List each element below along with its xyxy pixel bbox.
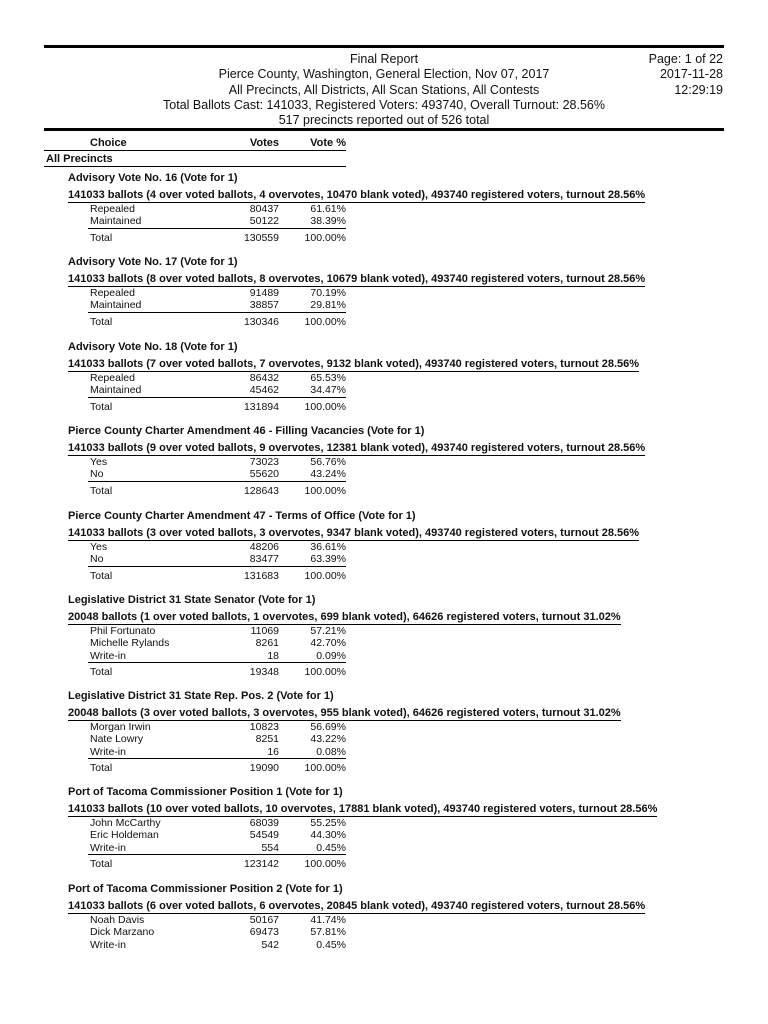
choice-votes: 69473 xyxy=(249,926,279,939)
choice-pct: 44.30% xyxy=(310,829,346,842)
choice-votes: 10823 xyxy=(249,721,279,733)
contest-title: Port of Tacoma Commissioner Position 2 (Vote for 1) xyxy=(68,883,343,895)
choice-row xyxy=(88,287,346,299)
contest-results xyxy=(88,625,346,679)
choice-pct: 56.76% xyxy=(310,456,346,468)
choice-votes: 542 xyxy=(261,938,279,951)
report-totals: Total Ballots Cast: 141033, Registered Voters: 493740, Overall Turnout: 28.56% xyxy=(163,97,605,112)
total-pct: 100.00% xyxy=(304,569,346,582)
contest-block xyxy=(68,425,728,497)
choice-row xyxy=(88,733,346,745)
election-name: Pierce County, Washington, General Election, Nov 07, 2017 xyxy=(218,67,550,82)
total-name: Total xyxy=(90,858,113,871)
contest-summary: 20048 ballots (1 over voted ballots, 1 overvotes, 699 blank voted), 64626 registered voters, turnout 31.02% xyxy=(68,611,621,623)
contest-block xyxy=(68,690,728,775)
choice-votes: 86432 xyxy=(249,372,279,384)
choice-pct: 61.61% xyxy=(310,203,346,215)
choice-votes: 48206 xyxy=(249,541,279,553)
choice-pct: 57.21% xyxy=(310,625,346,637)
total-pct: 100.00% xyxy=(304,315,346,328)
contest-summary: 141033 ballots (10 over voted ballots, 10 overvotes, 17881 blank voted), 493740 registered voters, turnout 28.56% xyxy=(68,803,658,815)
choice-name: Yes xyxy=(90,456,108,468)
contest-title: Port of Tacoma Commissioner Position 1 (Vote for 1) xyxy=(68,786,343,798)
choice-name: Nate Lowry xyxy=(90,733,144,746)
contest-summary: 20048 ballots (3 over voted ballots, 3 overvotes, 955 blank voted), 64626 registered voters, turnout 31.02% xyxy=(68,707,621,719)
report-header xyxy=(44,52,724,128)
choice-pct: 43.24% xyxy=(310,468,346,481)
choice-votes: 91489 xyxy=(249,287,279,299)
contest-summary: 141033 ballots (4 over voted ballots, 4 overvotes, 10470 blank voted), 493740 registered voters, turnout 28.56% xyxy=(68,189,646,201)
contest-results xyxy=(88,914,346,951)
choice-row xyxy=(88,553,346,566)
contest-block xyxy=(68,594,728,679)
choice-votes: 45462 xyxy=(249,384,279,397)
total-votes: 130346 xyxy=(243,315,279,328)
choice-name: Michelle Rylands xyxy=(90,637,170,650)
section-title: All Precincts xyxy=(46,153,113,165)
choice-pct: 63.39% xyxy=(310,553,346,566)
choice-name: Repealed xyxy=(90,372,135,384)
contest-block xyxy=(68,341,728,413)
total-votes: 123142 xyxy=(243,858,279,871)
total-pct: 100.00% xyxy=(304,858,346,871)
contest-title: Pierce County Charter Amendment 47 - Terms of Office (Vote for 1) xyxy=(68,510,416,522)
choice-votes: 55620 xyxy=(249,468,279,481)
contest-title: Pierce County Charter Amendment 46 - Filling Vacancies (Vote for 1) xyxy=(68,425,425,437)
total-name: Total xyxy=(90,484,113,497)
choice-row xyxy=(88,721,346,733)
contest-block xyxy=(68,510,728,582)
contest-results xyxy=(88,541,346,582)
total-votes: 128643 xyxy=(243,484,279,497)
contest-results xyxy=(88,456,346,497)
choice-votes: 16 xyxy=(267,745,279,758)
total-name: Total xyxy=(90,315,113,328)
report-meta xyxy=(649,52,723,98)
choice-row xyxy=(88,215,346,228)
total-votes: 131683 xyxy=(243,569,279,582)
choice-name: No xyxy=(90,553,104,566)
choice-votes: 18 xyxy=(267,649,279,662)
header-top-rule xyxy=(44,45,724,48)
choice-row xyxy=(88,541,346,553)
contest-summary: 141033 ballots (8 over voted ballots, 8 overvotes, 10679 blank voted), 493740 registered voters, turnout 28.56% xyxy=(68,273,646,285)
choice-votes: 11069 xyxy=(250,625,279,637)
choice-pct: 29.81% xyxy=(310,299,346,312)
choice-name: No xyxy=(90,468,104,481)
total-pct: 100.00% xyxy=(304,231,346,244)
choice-row xyxy=(88,829,346,841)
column-header-choice: Choice xyxy=(90,137,127,149)
choice-name: John McCarthy xyxy=(90,817,161,829)
section-rule xyxy=(44,166,346,167)
report-time: 12:29:19 xyxy=(674,82,723,97)
column-header-votes: Votes xyxy=(249,137,279,149)
choice-pct: 0.08% xyxy=(316,745,346,758)
contest-summary: 141033 ballots (6 over voted ballots, 6 overvotes, 20845 blank voted), 493740 registered voters, turnout 28.56% xyxy=(68,900,646,912)
contest-title: Advisory Vote No. 18 (Vote for 1) xyxy=(68,341,238,353)
choice-pct: 43.22% xyxy=(310,733,346,746)
choice-votes: 8251 xyxy=(255,733,279,746)
choice-pct: 70.19% xyxy=(310,287,346,299)
column-header-pct: Vote % xyxy=(310,137,346,149)
total-name: Total xyxy=(90,569,113,582)
total-name: Total xyxy=(90,231,113,244)
total-votes: 19090 xyxy=(249,762,279,775)
total-row xyxy=(88,316,346,328)
contest-results xyxy=(88,372,346,413)
choice-name: Maintained xyxy=(90,384,142,397)
choice-pct: 42.70% xyxy=(310,637,346,650)
choice-pct: 56.69% xyxy=(310,721,346,733)
total-votes: 131894 xyxy=(243,400,279,413)
total-votes: 19348 xyxy=(249,666,279,679)
total-row xyxy=(88,666,346,678)
choice-row xyxy=(88,842,346,855)
total-row xyxy=(88,858,346,870)
contest-results xyxy=(88,817,346,871)
choice-name: Maintained xyxy=(90,299,142,312)
choice-votes: 68039 xyxy=(249,817,279,829)
choice-votes: 50167 xyxy=(249,914,279,926)
choice-pct: 65.53% xyxy=(310,372,346,384)
choice-name: Morgan Irwin xyxy=(90,721,151,733)
contest-block xyxy=(68,883,728,951)
choice-row xyxy=(88,203,346,215)
contest-block xyxy=(68,786,728,871)
contest-block xyxy=(68,256,728,328)
choice-name: Write-in xyxy=(90,938,126,951)
page-number: Page: 1 of 22 xyxy=(648,52,723,66)
choice-pct: 0.09% xyxy=(316,649,346,662)
choice-name: Write-in xyxy=(90,745,126,758)
choice-votes: 54549 xyxy=(249,829,279,842)
choice-name: Repealed xyxy=(90,203,135,215)
choice-name: Phil Fortunato xyxy=(90,625,156,637)
total-name: Total xyxy=(90,400,113,413)
report-date: 2017-11-28 xyxy=(659,67,723,82)
choice-row xyxy=(88,625,346,637)
precincts-reported: 517 precincts reported out of 526 total xyxy=(278,113,490,128)
contest-block xyxy=(68,172,728,244)
choice-row xyxy=(88,746,346,759)
contest-title: Legislative District 31 State Rep. Pos. 2 (Vote for 1) xyxy=(68,690,334,702)
choice-row xyxy=(88,384,346,397)
total-row xyxy=(88,570,346,582)
total-row xyxy=(88,232,346,244)
contest-results xyxy=(88,721,346,775)
choice-name: Write-in xyxy=(90,649,126,662)
choice-pct: 55.25% xyxy=(310,817,346,829)
contest-title: Legislative District 31 State Senator (Vote for 1) xyxy=(68,594,316,606)
choice-pct: 0.45% xyxy=(316,938,346,951)
choice-name: Write-in xyxy=(90,841,126,854)
choice-row xyxy=(88,817,346,829)
choice-row xyxy=(88,468,346,481)
total-pct: 100.00% xyxy=(304,762,346,775)
choice-name: Maintained xyxy=(90,215,142,228)
total-pct: 100.00% xyxy=(304,666,346,679)
total-row xyxy=(88,762,346,774)
report-title: Final Report xyxy=(349,52,419,66)
choice-name: Eric Holdeman xyxy=(90,829,159,842)
choice-name: Noah Davis xyxy=(90,914,145,926)
choice-votes: 50122 xyxy=(249,215,279,228)
contest-summary: 141033 ballots (3 over voted ballots, 3 overvotes, 9347 blank voted), 493740 registered voters, turnout 28.56% xyxy=(68,527,640,539)
report-scope: All Precincts, All Districts, All Scan Stations, All Contests xyxy=(228,82,540,97)
choice-pct: 0.45% xyxy=(316,841,346,854)
choice-pct: 36.61% xyxy=(310,541,346,553)
choice-row xyxy=(88,939,346,951)
choice-votes: 80437 xyxy=(249,203,279,215)
total-row xyxy=(88,485,346,497)
choice-row xyxy=(88,914,346,926)
choice-row xyxy=(88,456,346,468)
choice-votes: 73023 xyxy=(249,456,279,468)
choice-row xyxy=(88,926,346,938)
contest-results xyxy=(88,287,346,328)
choice-row xyxy=(88,637,346,649)
header-bottom-rule xyxy=(44,128,724,131)
contest-title: Advisory Vote No. 16 (Vote for 1) xyxy=(68,172,238,184)
contest-summary: 141033 ballots (9 over voted ballots, 9 overvotes, 12381 blank voted), 493740 registered voters, turnout 28.56% xyxy=(68,442,646,454)
contest-title: Advisory Vote No. 17 (Vote for 1) xyxy=(68,256,238,268)
choice-votes: 554 xyxy=(261,841,279,854)
choice-votes: 38857 xyxy=(249,299,279,312)
choice-pct: 38.39% xyxy=(310,215,346,228)
choice-row xyxy=(88,372,346,384)
choice-row xyxy=(88,650,346,663)
choice-name: Dick Marzano xyxy=(90,926,155,939)
choice-pct: 41.74% xyxy=(310,914,346,926)
total-pct: 100.00% xyxy=(304,400,346,413)
total-votes: 130559 xyxy=(243,231,279,244)
choice-pct: 57.81% xyxy=(310,926,346,939)
choice-row xyxy=(88,299,346,312)
total-pct: 100.00% xyxy=(304,484,346,497)
choice-votes: 8261 xyxy=(255,637,279,650)
choice-pct: 34.47% xyxy=(310,384,346,397)
choice-name: Yes xyxy=(90,541,108,553)
choice-name: Repealed xyxy=(90,287,135,299)
column-header-rule xyxy=(44,150,346,151)
choice-votes: 83477 xyxy=(249,553,279,566)
contest-results xyxy=(88,203,346,244)
contest-summary: 141033 ballots (7 over voted ballots, 7 overvotes, 9132 blank voted), 493740 registered voters, turnout 28.56% xyxy=(68,358,640,370)
total-name: Total xyxy=(90,666,113,679)
total-name: Total xyxy=(90,762,113,775)
total-row xyxy=(88,401,346,413)
